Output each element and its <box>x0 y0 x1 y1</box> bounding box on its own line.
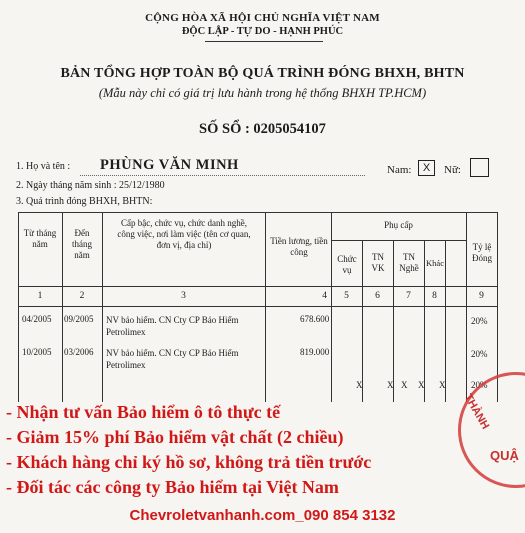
table-cell-salary: 678.600 <box>300 314 330 324</box>
name-value: PHÙNG VĂN MINH <box>100 157 239 173</box>
table-cell-rate: 20% <box>471 316 488 326</box>
republic-heading: CỘNG HÒA XÃ HỘI CHỦ NGHĨA VIỆT NAM <box>145 12 380 24</box>
table-cell-from: 04/2005 <box>22 314 52 324</box>
dob-field: 2. Ngày tháng năm sinh : 25/12/1980 <box>16 180 165 191</box>
table-mark: X <box>387 380 394 390</box>
promo-line: - Khách hàng chỉ ký hồ sơ, không trả tiền trước <box>6 452 372 472</box>
motto-heading: ĐỘC LẬP - TỰ DO - HẠNH PHÚC <box>181 26 344 37</box>
name-dotted-line <box>80 175 365 176</box>
table-cell-salary: 819.000 <box>300 347 330 357</box>
promo-line: - Giảm 15% phí Bảo hiểm vật chất (2 chiều) <box>6 427 344 447</box>
document-subtitle: (Mẫu này chỉ có giá trị lưu hành trong hệ thống BHXH TP.HCM) <box>98 86 427 100</box>
header-rate: Tỷ lệ Đóng <box>472 242 492 263</box>
col-number: 4 <box>322 291 327 301</box>
male-checkbox: X <box>418 160 435 176</box>
table-mark: 20% <box>471 380 488 390</box>
book-number: SỐ SỔ : 0205054107 <box>199 121 326 137</box>
col-number: 5 <box>344 291 349 301</box>
process-label: 3. Quá trình đóng BHXH, BHTN: <box>16 196 153 207</box>
male-label: Nam: <box>387 164 412 176</box>
table-cell-rate: 20% <box>471 349 488 359</box>
official-stamp <box>458 372 525 488</box>
col-number: 8 <box>432 291 437 301</box>
header-other: Khác <box>426 258 444 268</box>
table-cell-from: 10/2005 <box>22 347 52 357</box>
col-number: 6 <box>375 291 380 301</box>
header-duty: Chức vụ <box>337 254 357 275</box>
col-number: 1 <box>37 291 43 301</box>
header-from: Từ tháng năm <box>23 228 57 249</box>
table-mark: X <box>439 380 446 390</box>
table-mark: X <box>356 380 363 390</box>
table-mark: X <box>418 380 425 390</box>
col-number: 9 <box>479 291 484 301</box>
table-cell-position: NV bảo hiểm. CN Cty CP Bảo Hiểm Petrolimex <box>106 315 239 337</box>
col-number: 7 <box>406 291 411 301</box>
col-number: 2 <box>79 291 85 301</box>
header-tn-vk: TN VK <box>371 252 385 273</box>
header-salary: Tiền lương, tiền công <box>270 236 328 257</box>
stamp-text: THÀNH <box>461 392 492 432</box>
table-cell-to: 09/2005 <box>64 314 94 324</box>
promo-line: - Nhận tư vấn Bảo hiểm ô tô thực tế <box>6 402 281 422</box>
website-contact[interactable]: Chevroletvanhanh.com_090 854 3132 <box>129 507 396 524</box>
female-checkbox <box>470 158 489 177</box>
header-allowance: Phụ cấp <box>384 220 413 230</box>
col-number: 3 <box>181 291 186 301</box>
table-cell-position: NV bảo hiểm. CN Cty CP Bảo Hiểm Petrolimex <box>106 348 239 370</box>
female-label: Nữ: <box>444 164 461 176</box>
header-to: Đến tháng năm <box>72 228 92 260</box>
name-label: 1. Họ và tên : <box>16 161 71 172</box>
promo-line: - Đối tác các công ty Bảo hiểm tại Việt Nam <box>6 477 339 497</box>
header-position: Cấp bậc, chức vụ, chức danh nghề, công việc, nơi làm việc (tên cơ quan, đơn vị, địa chỉ) <box>117 218 251 250</box>
document-title: BẢN TỔNG HỢP TOÀN BỘ QUÁ TRÌNH ĐÓNG BHXH, BHTN <box>60 66 465 81</box>
stamp-text: QUẬ <box>490 448 519 463</box>
table-cell-to: 03/2006 <box>64 347 94 357</box>
table-mark: X <box>401 380 408 390</box>
motto-underline <box>205 41 323 42</box>
header-tn-nghe: TN Nghề <box>399 252 419 273</box>
